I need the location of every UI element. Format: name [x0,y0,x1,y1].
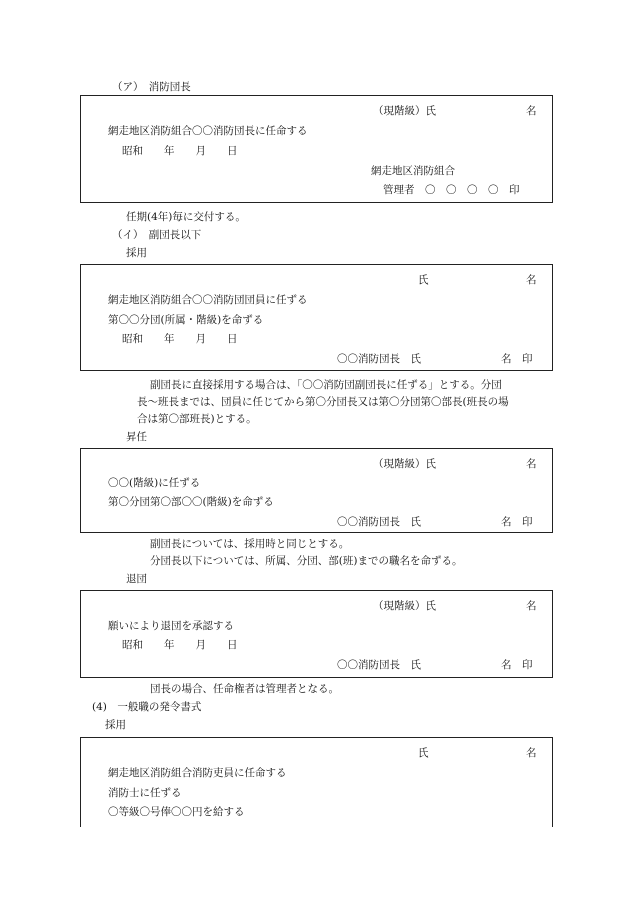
seal-line: 名 印 [501,659,533,671]
salary-text: 〇等級〇号俸〇〇円を給する [108,806,245,818]
retire-note: 団長の場合、任命権者は管理者となる。 [150,683,339,695]
signer-line: 〇〇消防団長 氏 [337,516,421,528]
name-prefix: 氏 [418,747,429,759]
name-prefix: 氏 [418,274,429,286]
section-heading-general: (4) 一般職の発令書式 [92,701,202,713]
name-suffix: 名 [526,747,537,759]
appointment-text: 網走地区消防組合〇〇消防団長に任命する [108,125,308,137]
assignment-text: 第〇〇分団(所属・階級)を命ずる [108,314,264,326]
appointment-box-adopt [80,264,553,371]
term-note: 任期(4年)毎に交付する。 [126,211,246,223]
rank-name-label: （現階級）氏 [373,458,436,470]
section-heading-vice: （イ） 副団長以下 [112,229,202,241]
adopt-note-line-3: 合は第〇部班長)とする。 [137,413,257,425]
retire-label: 退団 [126,573,147,585]
name-suffix: 名 [526,600,537,612]
appointment-box-chief [80,95,553,203]
assignment-text: 第〇分団第〇部〇〇(階級)を命ずる [108,496,274,508]
appointment-text: 網走地区消防組合消防吏員に任命する [108,767,287,779]
seal-line: 名 印 [501,516,533,528]
rank-text: 消防士に任ずる [108,787,182,799]
name-suffix: 名 [526,105,537,117]
signer-line: 〇〇消防団長 氏 [337,353,421,365]
promotion-text: 〇〇(階級)に任ずる [108,477,201,489]
rank-name-label: （現階級）氏 [373,600,436,612]
date-line: 昭和 年 月 日 [122,145,238,157]
date-line: 昭和 年 月 日 [122,639,238,651]
rank-name-label: （現階級）氏 [373,105,436,117]
adopt-label: 採用 [126,247,147,259]
adopt-note-line-1: 副団長に直接採用する場合は、「〇〇消防団副団長に任ずる」とする。分団 [150,379,502,391]
section-heading-chief: （ア） 消防団長 [112,81,191,93]
promotion-note-1: 副団長については、採用時と同じとする。 [150,538,350,550]
appointment-box-retirement [80,590,553,678]
name-suffix: 名 [526,458,537,470]
appointment-text: 網走地区消防組合〇〇消防団団員に任ずる [108,294,308,306]
adopt-note-line-2: 長～班長までは、団員に任じてから第〇分団長又は第〇分団第〇部長(班長の場 [137,396,509,408]
manager-seal-line: 管理者 〇 〇 〇 〇 印 [383,184,520,196]
adopt-label-general: 採用 [105,719,126,731]
signer-line: 〇〇消防団長 氏 [337,659,421,671]
promotion-note-2: 分団長以下については、所属、分団、部(班)までの職名を命ずる。 [150,555,463,567]
appointment-box-promotion [80,448,553,533]
name-suffix: 名 [526,274,537,286]
date-line: 昭和 年 月 日 [122,333,238,345]
appointment-box-general [80,737,553,827]
promotion-label: 昇任 [126,431,147,443]
organization-name: 網走地区消防組合 [371,165,455,177]
retirement-text: 願いにより退団を承認する [108,620,234,632]
seal-line: 名 印 [501,353,533,365]
